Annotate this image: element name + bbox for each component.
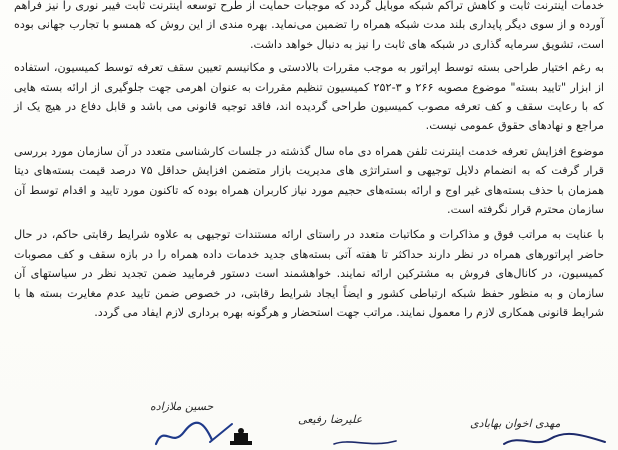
signatory-name-1: مهدی اخوان بهابادی (470, 417, 561, 430)
signatory-name-2: علیرضا رفیعی (298, 413, 363, 426)
signature-scribble-3 (330, 436, 400, 450)
signatory-name-3: حسین ملازاده (150, 400, 214, 413)
letter-body (14, 0, 604, 323)
signature-scribble-2 (150, 418, 240, 450)
paragraph-fixed-internet: خدمات اینترنت ثابت و کاهش تراکم شبکه موبایل گردد که موجبات حمایت از طرح توسعه اینترنت ثابت فیبر نوری را نیز فراهم آورده و از سوی دیگر پایداری بلند مدت شبکه همراه را تضمین می‌نماید. بهره مندی از این روش که همسو با تجارب جهانی بوده است، تشویق سرمایه گذاری در شبکه های ثابت را نیز به دنبال خواهد داشت. (14, 0, 604, 51)
paragraph-request: با عنایت به مراتب فوق و مذاکرات و مکاتبات متعدد در راستای ارائه مستندات توجیهی به علاوه شرایط رقابتی حاکم، در حال حاضر اپراتورهای همراه در نظر دارند حداکثر تا هفته آتی بسته‌های جدید خدمات داده همراه را در بازه سقف و کف مصوبات کمیسیون، در کانال‌های فروش به مشترکین ارائه نمایند. خواهشمند است دستور فرمایید ضمن تجدید نظر در سیاستهای آن سازمان و به منظور حفظ شبکه ارتباطی کشور و ایضاً ایجاد شرایط رقابتی، در خصوص ضمن تایید عدم مغایرت بسته ها با شرایط قانونی همکاری لازم را معمول نمایند. مراتب جهت استحضار و هرگونه بهره برداری لازم ایفاد می گردد. (14, 228, 604, 320)
paragraph-tariff-increase: موضوع افزایش تعرفه خدمت اینترنت تلفن همراه دی ماه سال گذشته در جلسات کارشناسی متعدد در آن سازمان مورد بررسی قرار گرفت که به انضمام دلایل توجیهی و استراتژی های مدیریت بازار متضمن افزایش حداقل ۷۵ درصد قیمت بسته‌های دیتا همزمان با حذف بسته‌های غیر اوج و ارائه بسته‌های حجیم مورد نیاز کاربران همراه بوده که تاکنون مورد تایید و اقدام توسط آن سازمان محترم قرار نگرفته است. (14, 144, 604, 217)
signature-scribble-1 (500, 430, 610, 450)
paragraph-package-approval: به رغم اختیار طراحی بسته توسط اپراتور به موجب مقررات بالادستی و مکانیسم تعیین سقف تعرفه توسط کمیسیون، استفاده از ابزار "تایید بسته" موضوع مصوبه ۲۶۶ و ۳-۲۵۲ کمیسیون تنظیم مقررات به عنوان اهرمی جهت جلوگیری از ارائه بسته هایی که با رعایت سقف و کف تعرفه مصوب کمیسیون طراحی گردیده اند، فاقد توجیه قانونی می باشد و قابل دفاع در هیچ یک از مراجع و نهادهای حقوق عمومی نیست. (14, 61, 604, 133)
